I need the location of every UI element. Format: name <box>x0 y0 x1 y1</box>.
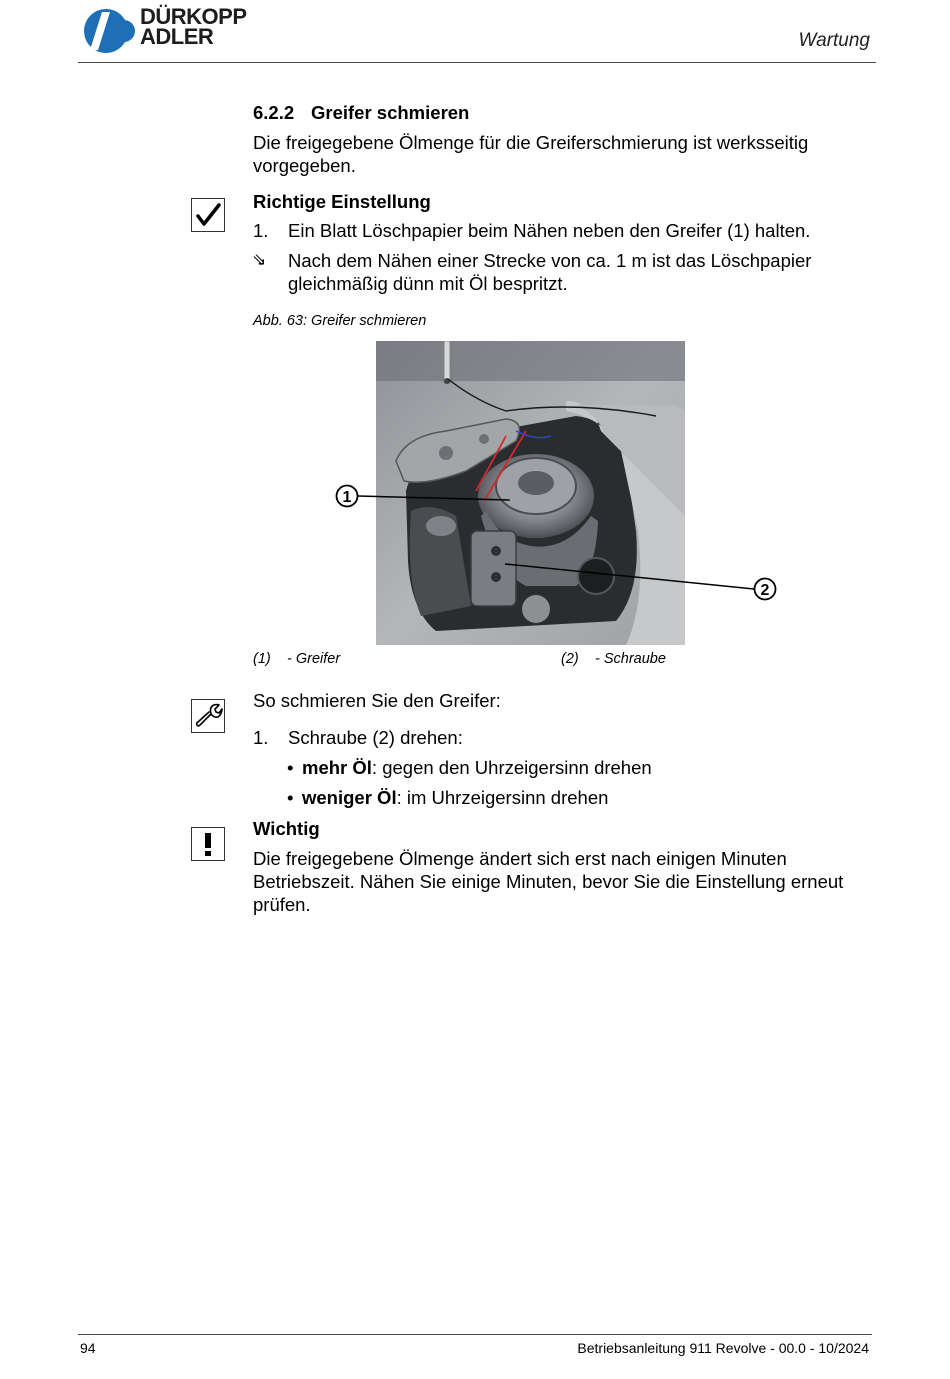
bullet-dot: • <box>287 757 294 778</box>
section-intro: Die freigegebene Ölmenge für die Greiferschmierung ist werksseitig vorgegeben. <box>253 132 809 176</box>
exclamation-icon <box>191 827 225 861</box>
brand-line-2: ADLER <box>140 24 214 49</box>
bullet-text-2: : im Uhrzeigersinn drehen <box>396 787 609 808</box>
section-number: 6.2.2 <box>253 102 295 123</box>
brand-line-1: DÜRKOPP <box>140 4 247 29</box>
callout-line-1 <box>358 496 510 500</box>
brand-wordmark <box>140 4 247 49</box>
legend-number-2: (2) <box>561 651 579 667</box>
checkmark-icon <box>191 198 225 232</box>
footer-divider <box>78 1334 872 1335</box>
setting-step-text: Ein Blatt Löschpapier beim Nähen neben den Greifer (1) halten. <box>288 220 811 241</box>
section-heading <box>253 102 469 124</box>
result-arrow-icon: ⇘ <box>252 250 267 269</box>
important-text: Die freigegebene Ölmenge ändert sich erst nach einigen Minuten Betriebszeit. Nähen Sie einige Minuten, bevor Sie die Einstellung erneut prüfen. <box>253 848 844 915</box>
callout-line-2 <box>505 564 754 589</box>
setting-heading: Richtige Einstellung <box>253 191 431 212</box>
setting-step-number: 1. <box>253 220 269 241</box>
bullet-item-less-oil <box>287 786 608 809</box>
procedure-step-text: Schraube (2) drehen: <box>288 727 463 748</box>
legend-text-2: - Schraube <box>595 651 666 667</box>
wrench-icon <box>191 699 225 733</box>
callout-number-2: 2 <box>760 582 770 599</box>
legend-text-1: - Greifer <box>287 651 341 667</box>
callout-number-1: 1 <box>342 489 352 506</box>
bullet-text-1: : gegen den Uhrzeigersinn drehen <box>371 757 652 778</box>
page-number: 94 <box>80 1340 96 1356</box>
figure-caption: Abb. 63: Greifer schmieren <box>253 313 427 329</box>
procedure-intro: So schmieren Sie den Greifer: <box>253 690 501 711</box>
callout-overlay <box>330 478 790 608</box>
chapter-title: Wartung <box>798 30 870 51</box>
setting-result-text: Nach dem Nähen einer Strecke von ca. 1 m ist das Löschpapier gleichmäßig dünn mit Öl bespritzt. <box>288 250 812 294</box>
bullet-bold-2: weniger Öl <box>302 787 397 808</box>
bullet-dot: • <box>287 787 294 808</box>
important-heading: Wichtig <box>253 818 320 839</box>
legend-number-1: (1) <box>253 651 271 667</box>
header-divider <box>78 62 876 63</box>
bullet-item-more-oil <box>287 756 652 779</box>
document-info: Betriebsanleitung 911 Revolve - 00.0 - 10/2024 <box>577 1340 869 1356</box>
procedure-step-number: 1. <box>253 727 269 748</box>
bullet-bold-1: mehr Öl <box>302 757 372 778</box>
section-title: Greifer schmieren <box>311 102 470 123</box>
